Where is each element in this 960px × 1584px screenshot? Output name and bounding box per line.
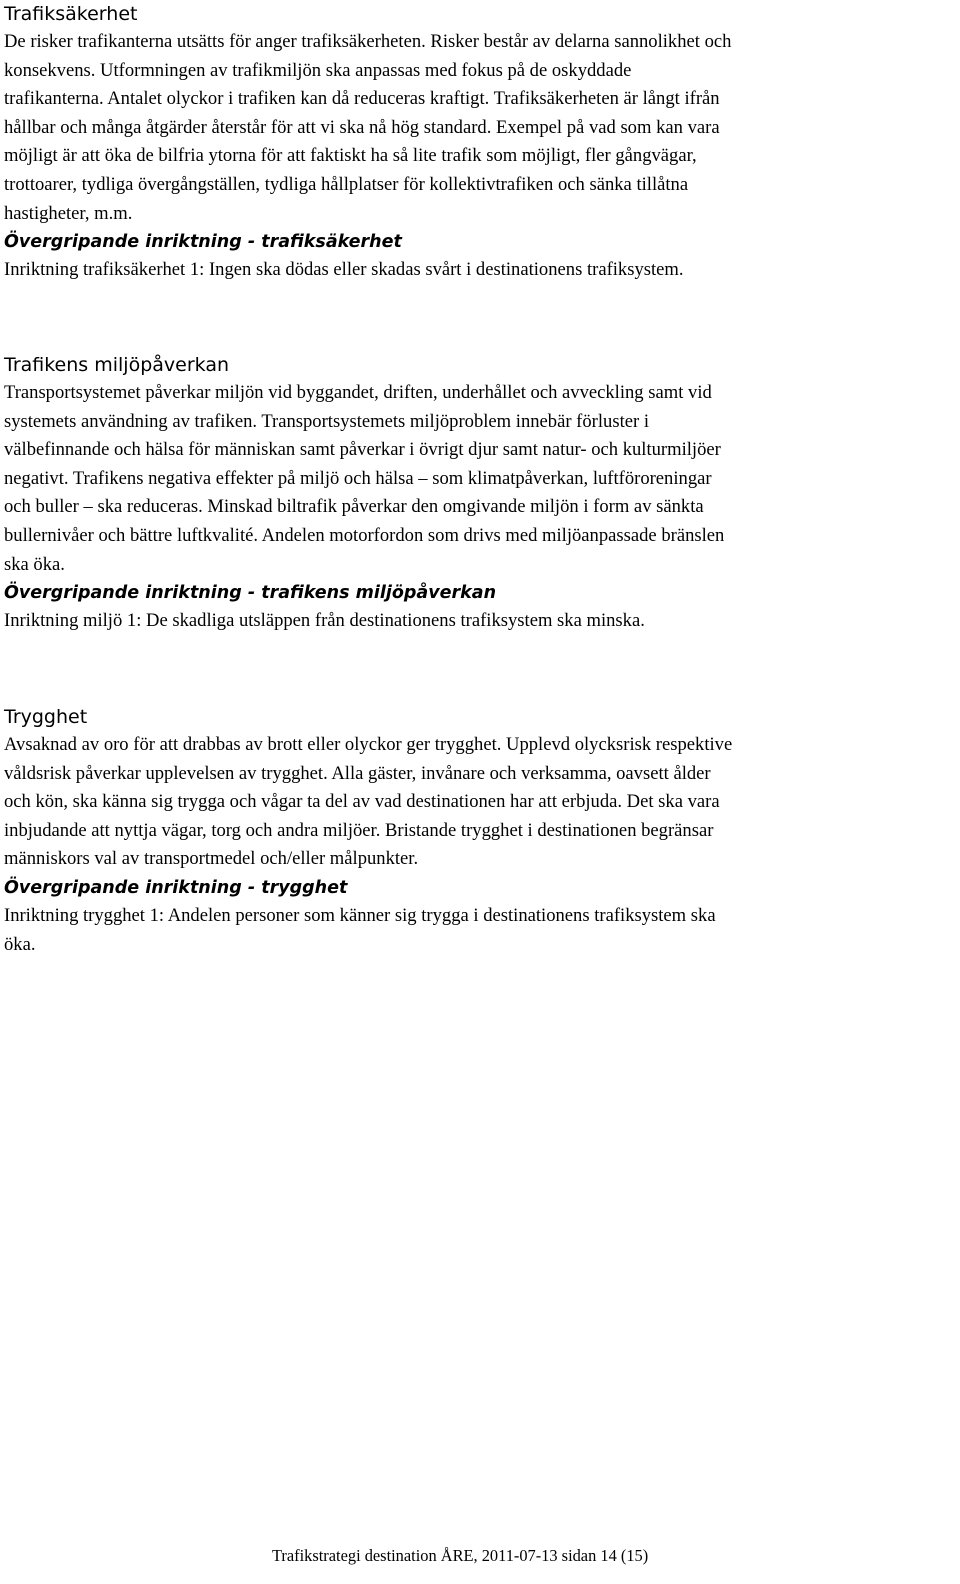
body-line: trottoarer, tydliga övergångställen, tydliga hållplatser för kollektivtrafiken och sänka tillåtna xyxy=(4,173,689,195)
section-safety-feeling xyxy=(4,703,956,959)
direction-line: Inriktning trafiksäkerhet 1: Ingen ska dödas eller skadas svårt i destinationens trafiksystem. xyxy=(4,259,684,281)
section-body xyxy=(4,28,956,228)
body-line: negativt. Trafikens negativa effekter på miljö och hälsa – som klimatpåverkan, luftföroreningar xyxy=(4,467,712,489)
body-line: och kön, ska känna sig trygga och vågar ta del av vad destinationen har att erbjuda. Det ska vara xyxy=(4,791,720,813)
body-line: hastigheter, m.m. xyxy=(4,202,133,224)
direction-line: Inriktning miljö 1: De skadliga utsläppen från destinationens trafiksystem ska minska. xyxy=(4,610,645,632)
direction-subheading: Övergripande inriktning - trygghet xyxy=(4,877,348,898)
direction-line: Inriktning trygghet 1: Andelen personer som känner sig trygga i destinationens trafiksystem ska xyxy=(4,904,716,926)
section-heading: Trafikens miljöpåverkan xyxy=(4,354,230,376)
body-line: hållbar och många åtgärder återstår för att vi ska nå hög standard. Exempel på vad som kan vara xyxy=(4,116,720,138)
section-environmental-impact xyxy=(4,351,956,636)
direction-subheading: Övergripande inriktning - trafikens miljöpåverkan xyxy=(4,583,497,604)
section-heading: Trygghet xyxy=(4,706,88,728)
direction-subheading: Övergripande inriktning - trafiksäkerhet xyxy=(4,232,402,253)
body-line: våldsrisk påverkar upplevelsen av trygghet. Alla gäster, invånare och verksamma, oavsett ålder xyxy=(4,762,711,784)
direction-text xyxy=(4,256,956,285)
section-traffic-safety xyxy=(4,0,956,285)
body-line: Avsaknad av oro för att drabbas av brott eller olyckor ger trygghet. Upplevd olycksrisk respektive xyxy=(4,734,733,755)
body-line: välbefinnande och hälsa för människan samt påverkar i övrigt djur samt natur- och kulturmiljöer xyxy=(4,439,721,461)
body-line: konsekvens. Utformningen av trafikmiljön ska anpassas med fokus på de oskyddade xyxy=(4,59,632,81)
direction-text xyxy=(4,607,956,636)
body-line: människors val av transportmedel och/eller målpunkter. xyxy=(4,848,419,870)
body-line: systemets användning av trafiken. Transportsystemets miljöproblem innebär förluster i xyxy=(4,410,649,432)
body-line: ska öka. xyxy=(4,553,65,575)
body-line: möjligt är att öka de bilfria ytorna för att faktiskt ha så lite trafik som möjligt, fler gångvägar, xyxy=(4,145,697,167)
section-heading: Trafiksäkerhet xyxy=(4,3,138,25)
body-line: De risker trafikanterna utsätts för anger trafiksäkerheten. Risker består av delarna sannolikhet och xyxy=(4,31,732,52)
section-body xyxy=(4,731,956,874)
body-line: bullernivåer och bättre luftkvalité. Andelen motorfordon som drivs med miljöanpassade bränslen xyxy=(4,524,725,546)
body-line: trafikanterna. Antalet olyckor i trafiken kan då reduceras kraftigt. Trafiksäkerheten är långt ifrån xyxy=(4,88,720,110)
direction-text xyxy=(4,902,956,959)
body-line: och buller – ska reduceras. Minskad biltrafik påverkar den omgivande miljön i form av sänkta xyxy=(4,496,704,518)
page-footer: Trafikstrategi destination ÅRE, 2011-07-13 sidan 14 (15) xyxy=(272,1546,649,1565)
body-line: Transportsystemet påverkar miljön vid byggandet, driften, underhållet och avveckling samt vid xyxy=(4,382,712,403)
direction-line: öka. xyxy=(4,933,36,955)
body-line: inbjudande att nyttja vägar, torg och andra miljöer. Bristande trygghet i destinationen begränsar xyxy=(4,819,714,841)
section-body xyxy=(4,379,956,579)
